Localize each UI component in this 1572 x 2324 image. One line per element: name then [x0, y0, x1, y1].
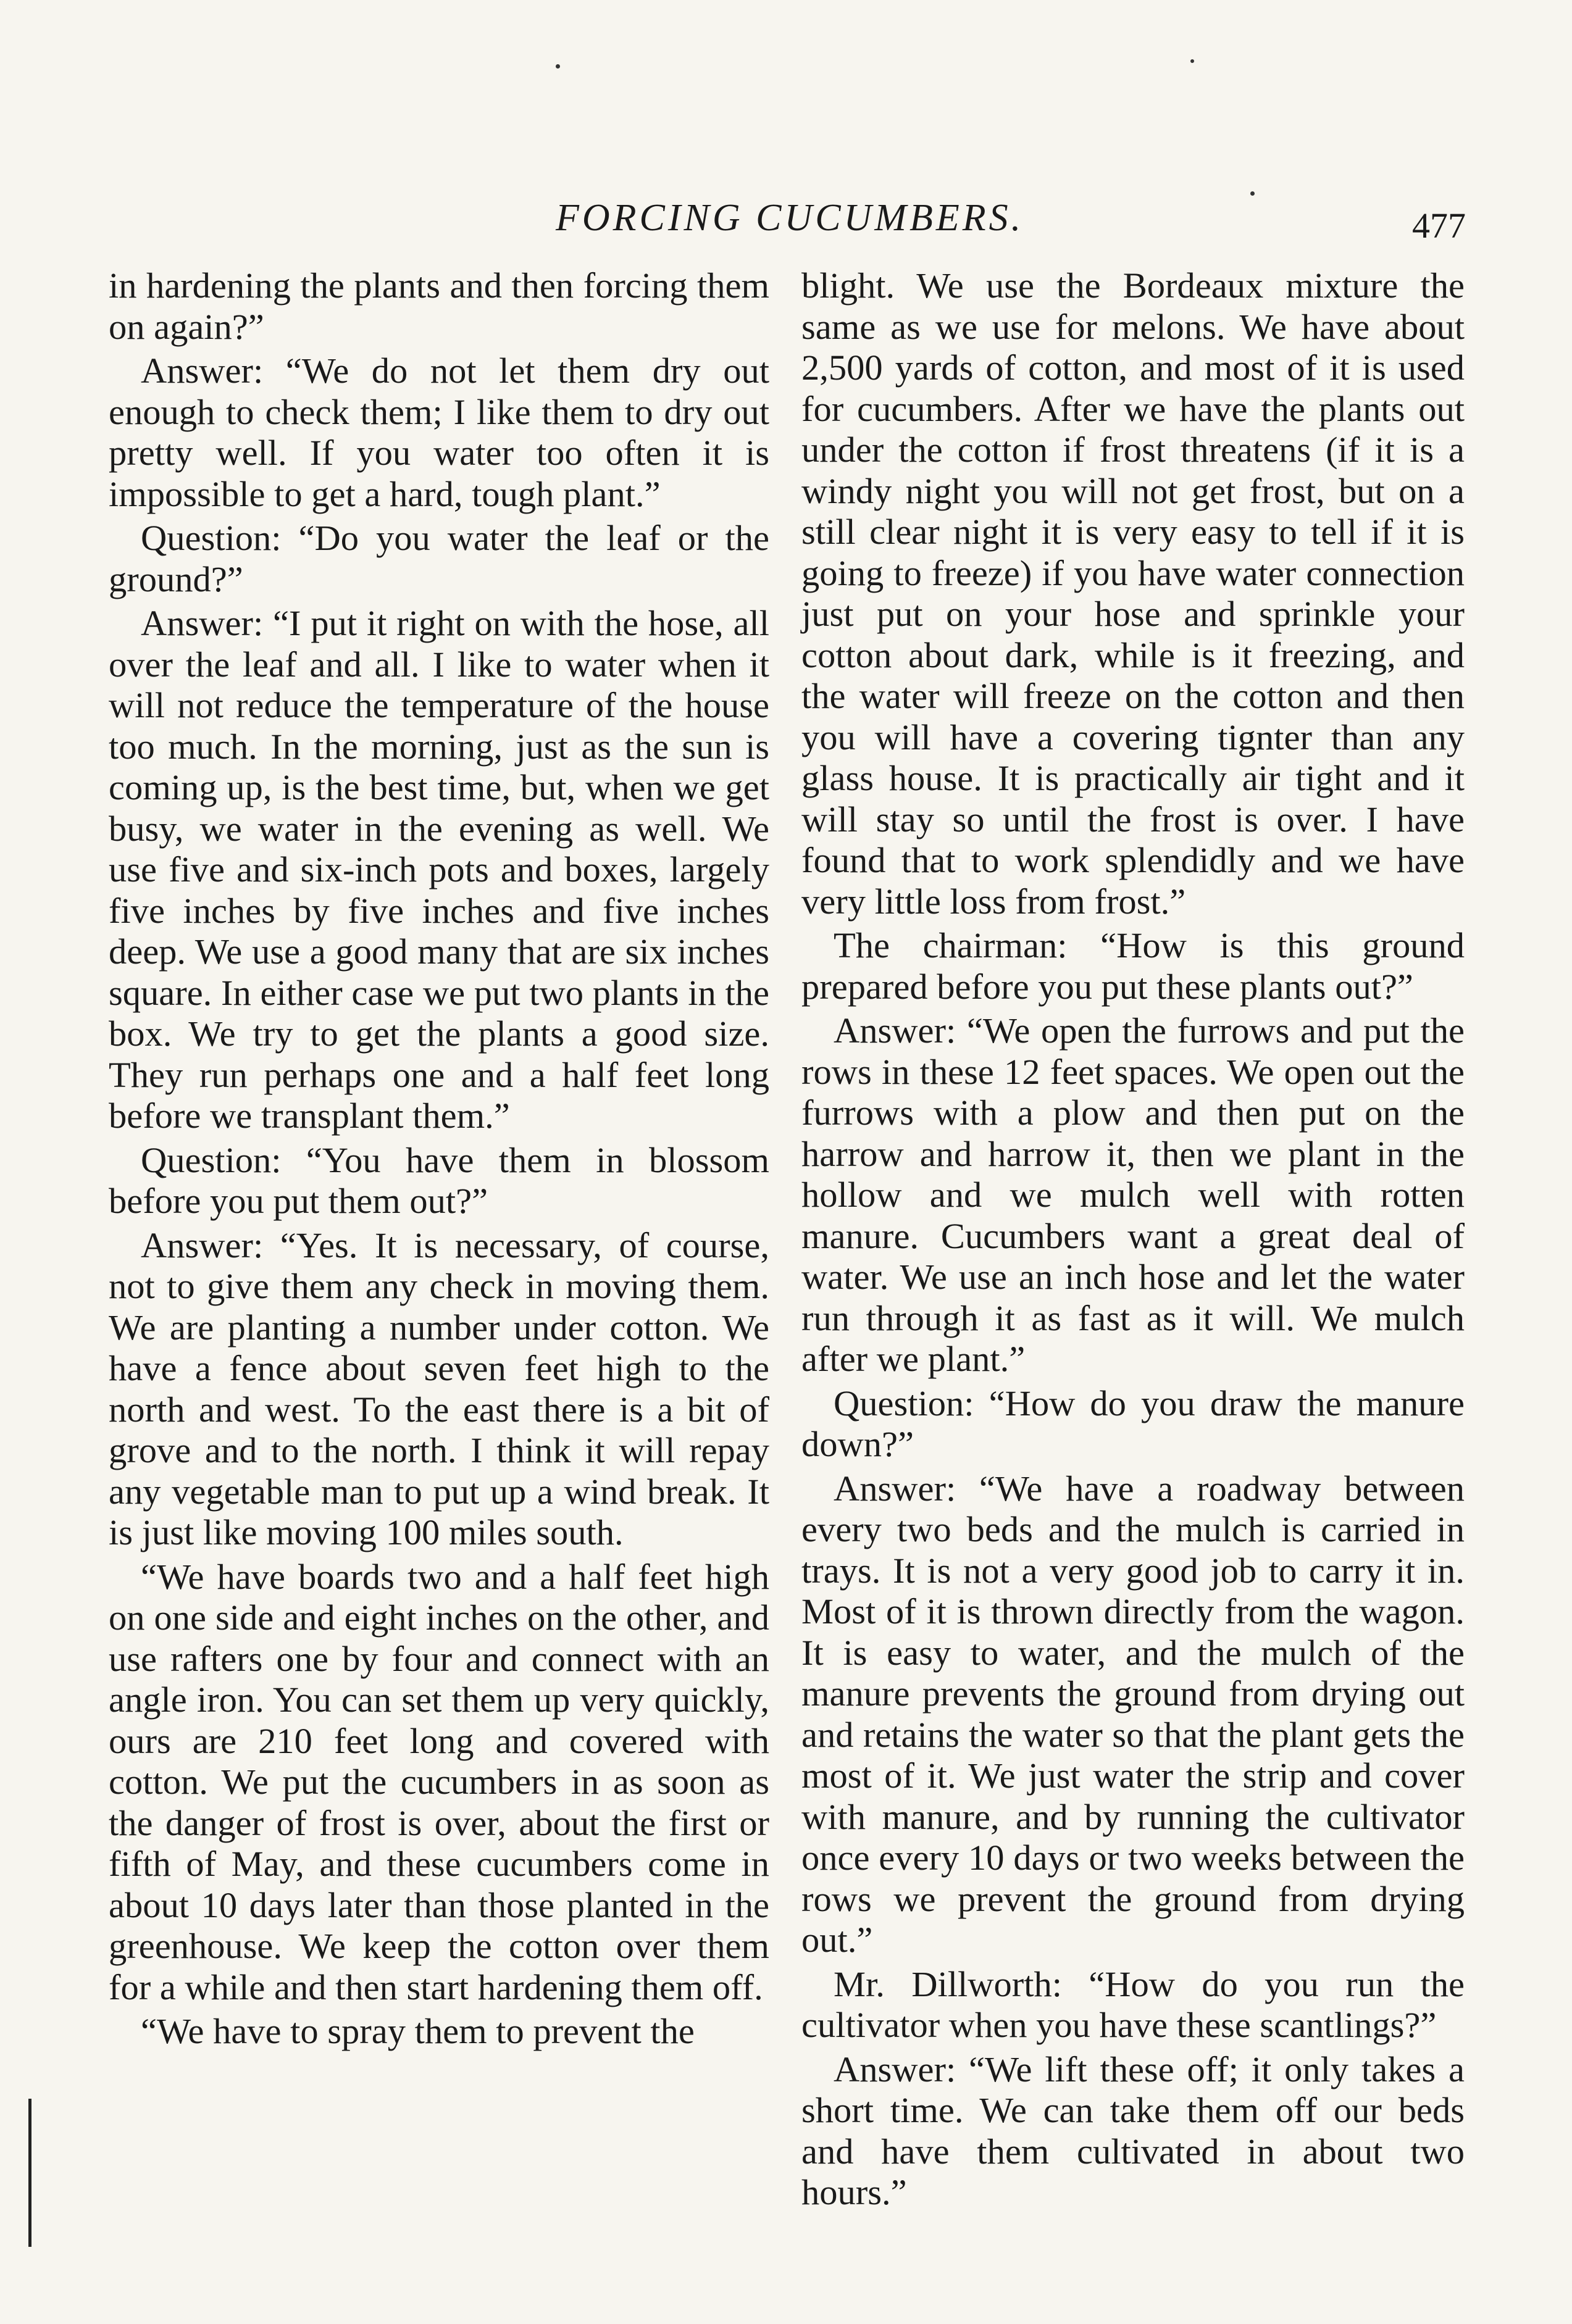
paragraph: Answer: “We have a roadway between every two beds and the mulch is carried in trays. It is not a very good job to carry it in. Most of it is thrown directly from the wagon. It is easy to water, and the mulch of the manure prevents the ground from drying out and retains the water so that the plant gets the most of it. We just water the strip and cover with manure, and by running the cultivator once every 10 days or two weeks between the rows we prevent the ground from drying out.” [801, 1468, 1465, 1960]
paragraph: “We have boards two and a half feet high on one side and eight inches on the other, and use rafters one by four and connect with an angle iron. You can set them up very quickly, ours are 210 feet long and covered with cotton. We put the cucumbers in as soon as the danger of frost is over, about the first or fifth of May, and these cucumbers come in about 10 days later than those planted in the greenhouse. We keep the cotton over them for a while and then start hardening them off. [109, 1556, 769, 2007]
paragraph: Question: “You have them in blossom before you put them out?” [109, 1139, 769, 1221]
running-title: FORCING CUCUMBERS. [556, 197, 1024, 239]
paragraph: Mr. Dillworth: “How do you run the cultivator when you have these scantlings?” [801, 1964, 1465, 2045]
print-speck [1190, 59, 1194, 63]
paragraph: in hardening the plants and then forcing them on again?” [109, 265, 769, 347]
paragraph: The chairman: “How is this ground prepared before you put these plants out?” [801, 925, 1465, 1007]
left-column [109, 265, 769, 2055]
paragraph: Answer: “We do not let them dry out enough to check them; I like them to dry out pretty well. If you water too often it is impossible to get a hard, tough plant.” [109, 351, 769, 514]
paragraph: “We have to spray them to prevent the [141, 2011, 695, 2051]
paragraph: Question: “How do you draw the manure down?” [801, 1383, 1465, 1464]
paragraph: Answer: “We open the furrows and put the rows in these 12 feet spaces. We open out the furrows with a plow and then put on the harrow and harrow it, then we plant in the hollow and we mulch well with rotten manure. Cucumbers want a great deal of water. We use an inch hose and let the water run through it as fast as it will. We mulch after we plant.” [801, 1010, 1465, 1379]
paragraph: Answer: “We lift these off; it only takes a short time. We can take them off our beds and have them cultivated in about two hours.” [801, 2049, 1465, 2212]
paragraph: Question: “Do you water the leaf or the ground?” [109, 518, 769, 599]
print-speck [556, 64, 560, 69]
paragraph: blight. We use the Bordeaux mixture the same as we use for melons. We have about 2,500 yards of cotton, and most of it is used for cucumbers. After we have the plants out under the cotton if frost threatens (if it is a windy night you will not get frost, but on a still clear night it is very easy to tell if it is going to freeze) if you have water connection just put on your hose and sprinkle your cotton about dark, while is it freezing, and the water will freeze on the cotton and then you will have a covering tignter than any glass house. It is practically air tight and it will stay so until the frost is over. I have found that to work splendidly and we have very little loss from frost.” [801, 265, 1465, 922]
paragraph: Answer: “I put it right on with the hose, all over the leaf and all. I like to water when it will not reduce the temperature of the house too much. In the morning, just as the sun is coming up, is the best time, but, when we get busy, we water in the evening as well. We use five and six-inch pots and boxes, largely five inches by five inches and five inches deep. We use a good many that are six inches square. In either case we put two plants in the box. We try to get the plants a good size. They run perhaps one and a half feet long before we transplant them.” [109, 603, 769, 1136]
print-speck [1250, 191, 1255, 196]
page-number: 477 [1412, 206, 1466, 246]
running-head [0, 196, 1572, 246]
right-column [801, 265, 1465, 2217]
paragraph: Answer: “Yes. It is necessary, of course, not to give them any check in moving them. We are planting a number under cotton. We have a fence about seven feet high to the north and west. To the east there is a bit of grove and to the north. I think it will repay any vegetable man to put up a wind break. It is just like moving 100 miles south. [109, 1225, 769, 1552]
margin-binding-mark [28, 2099, 31, 2247]
